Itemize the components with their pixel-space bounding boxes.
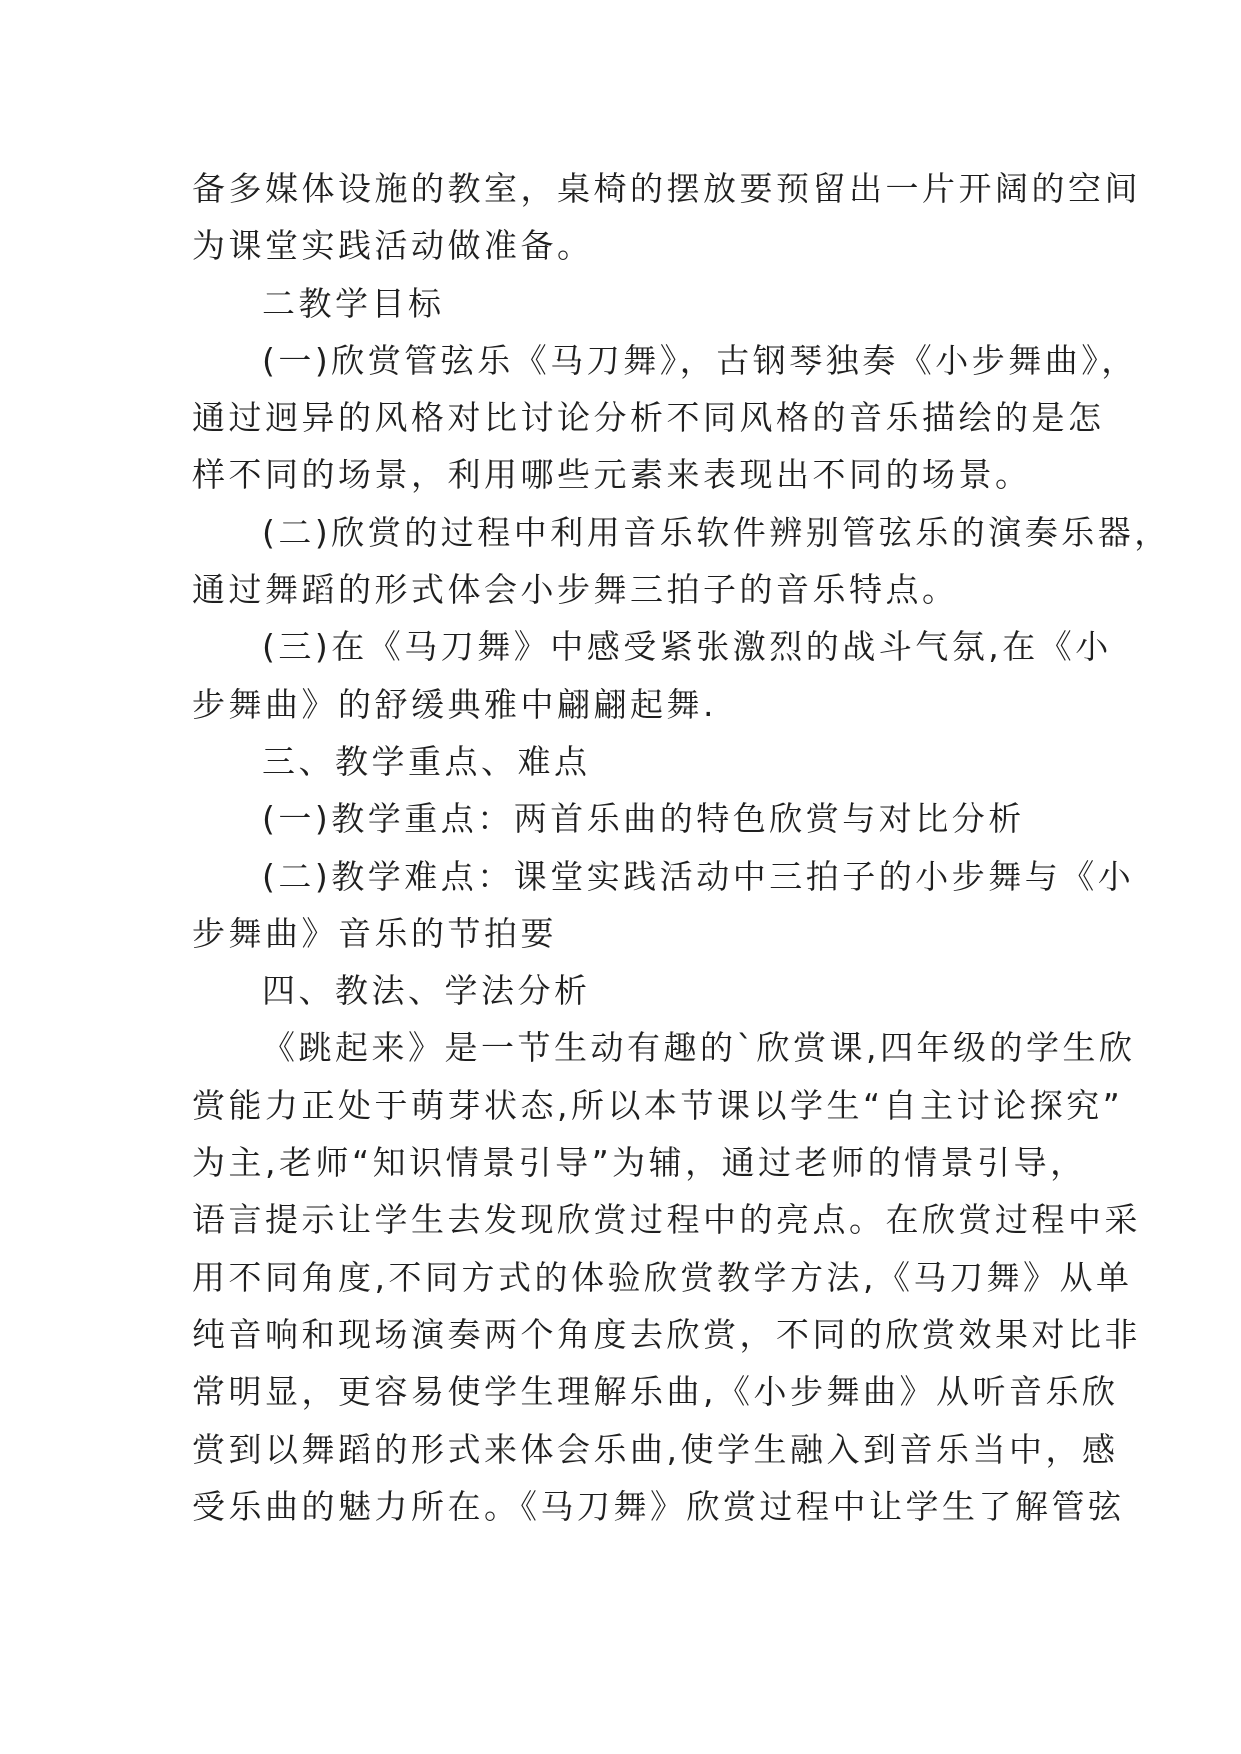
body-line: 受乐曲的魅力所在。《马刀舞》欣赏过程中让学生了解管弦 [192, 1486, 1125, 1526]
body-line: 备多媒体设施的教室，桌椅的摆放要预留出一片开阔的空间 [192, 169, 1141, 208]
body-line: 赏能力正处于萌芽状态,所以本节课以学生“自主讨论探究” [192, 1085, 1124, 1125]
section-heading: 四、教法、学法分析 [262, 971, 591, 1011]
body-line: 用不同角度,不同方式的体验欣赏教学方法,《马刀舞》从单 [192, 1257, 1133, 1297]
body-line: (二)欣赏的过程中利用音乐软件辨别管弦乐的演奏乐器， [262, 512, 1171, 552]
body-line: 常明显，更容易使学生理解乐曲,《小步舞曲》从听音乐欣 [192, 1372, 1119, 1412]
body-line: 通过舞蹈的形式体会小步舞三拍子的音乐特点。 [192, 570, 959, 610]
body-line: (二)教学难点：课堂实践活动中三拍子的小步舞与《小 [262, 856, 1135, 896]
body-line: 语言提示让学生去发现欣赏过程中的亮点。在欣赏过程中采 [192, 1200, 1141, 1240]
section-heading: 二教学目标 [262, 283, 445, 323]
body-line: 样不同的场景，利用哪些元素来表现出不同的场景。 [192, 455, 1032, 495]
body-line: (一)欣赏管弦乐《马刀舞》，古钢琴独奏《小步舞曲》， [262, 340, 1138, 380]
body-line: 步舞曲》的舒缓典雅中翩翩起舞. [192, 684, 717, 724]
body-line: (一)教学重点：两首乐曲的特色欣赏与对比分析 [262, 799, 1025, 839]
section-heading: 三、教学重点、难点 [262, 741, 591, 781]
body-line: 步舞曲》音乐的节拍要 [192, 913, 557, 953]
document-body [192, 160, 1171, 1535]
body-line: 《跳起来》是一节生动有趣的`欣赏课,四年级的学生欣 [262, 1028, 1136, 1068]
body-line: 为主,老师“知识情景引导”为辅，通过老师的情景引导， [192, 1143, 1087, 1183]
body-line: 赏到以舞蹈的形式来体会乐曲,使学生融入到音乐当中，感 [192, 1429, 1119, 1469]
body-line: (三)在《马刀舞》中感受紧张激烈的战斗气氛,在《小 [262, 627, 1112, 667]
body-line: 为课堂实践活动做准备。 [192, 226, 594, 266]
body-line: 纯音响和现场演奏两个角度去欣赏，不同的欣赏效果对比非 [192, 1314, 1141, 1354]
body-line: 通过迥异的风格对比讨论分析不同风格的音乐描绘的是怎 [192, 398, 1105, 438]
